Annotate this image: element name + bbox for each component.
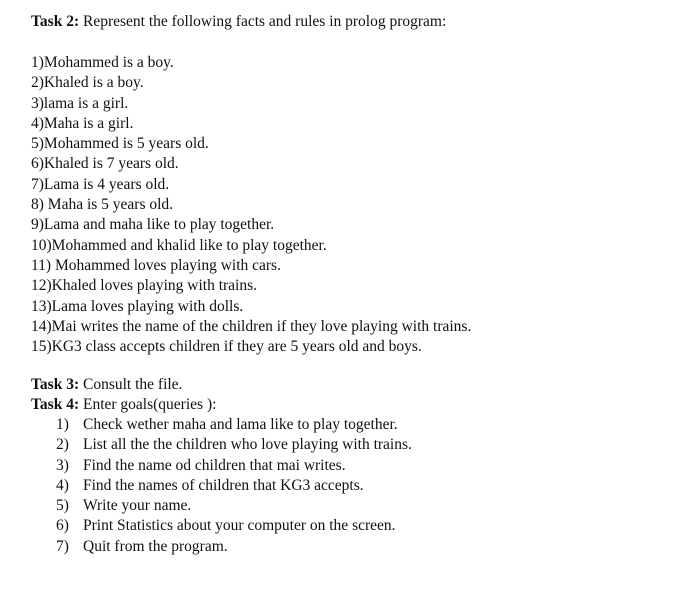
goal-number: 7): [56, 537, 69, 555]
goal-item: [56, 476, 412, 496]
fact-item: 13)Lama loves playing with dolls.: [31, 297, 244, 315]
goal-item: [56, 516, 412, 536]
goal-text: Find the names of children that KG3 accepts.: [83, 476, 364, 494]
goal-number: 5): [56, 497, 69, 515]
goal-item: [56, 435, 412, 455]
fact-item: 3)lama is a girl.: [31, 94, 129, 112]
task4-heading: [31, 395, 216, 415]
goal-text: Write your name.: [83, 497, 192, 515]
fact-item: 10)Mohammed and khalid like to play together.: [31, 236, 327, 254]
goal-number: 1): [56, 416, 69, 433]
task3-label: Task 3:: [31, 376, 80, 393]
task2-text: Represent the following facts and rules in prolog program:: [79, 13, 447, 30]
fact-item: 5)Mohammed is 5 years old.: [31, 135, 209, 153]
fact-item: 8) Maha is 5 years old.: [31, 196, 174, 214]
goal-item: [56, 537, 412, 557]
goal-text: Print Statistics about your computer on the screen.: [83, 517, 396, 535]
goal-number: 3): [56, 456, 69, 474]
fact-item: 14)Mai writes the name of the children if they love playing with trains.: [31, 317, 472, 335]
fact-item: 1)Mohammed is a boy.: [31, 54, 174, 71]
goals-list: [56, 415, 412, 557]
task4-text: Enter goals(queries ):: [79, 396, 217, 413]
task3-text: Consult the file.: [79, 376, 183, 393]
fact-item: 9)Lama and maha like to play together.: [31, 216, 275, 234]
fact-item: 6)Khaled is 7 years old.: [31, 155, 179, 173]
task2-heading: [31, 12, 446, 32]
fact-item: 15)KG3 class accepts children if they are 5 years old and boys.: [31, 338, 422, 356]
goal-item: [56, 496, 412, 516]
fact-item: 12)Khaled loves playing with trains.: [31, 277, 257, 295]
goal-text: Find the name od children that mai writes.: [83, 456, 346, 474]
fact-item: 7)Lama is 4 years old.: [31, 175, 170, 193]
fact-item: 11) Mohammed loves playing with cars.: [31, 256, 281, 274]
goal-text: List all the the children who love playing with trains.: [83, 436, 412, 454]
goal-text: Quit from the program.: [83, 537, 228, 555]
facts-list: [31, 53, 471, 357]
goal-number: 6): [56, 517, 69, 535]
goal-text: Check wether maha and lama like to play together.: [83, 416, 398, 433]
task2-label: Task 2:: [31, 13, 80, 30]
fact-item: 2)Khaled is a boy.: [31, 74, 144, 92]
fact-item: 4)Maha is a girl.: [31, 114, 134, 132]
goal-number: 2): [56, 436, 69, 454]
task3-heading: [31, 375, 182, 395]
goal-item: [56, 456, 412, 476]
goal-item: [56, 415, 412, 435]
task4-label: Task 4:: [31, 396, 80, 413]
goal-number: 4): [56, 476, 69, 494]
